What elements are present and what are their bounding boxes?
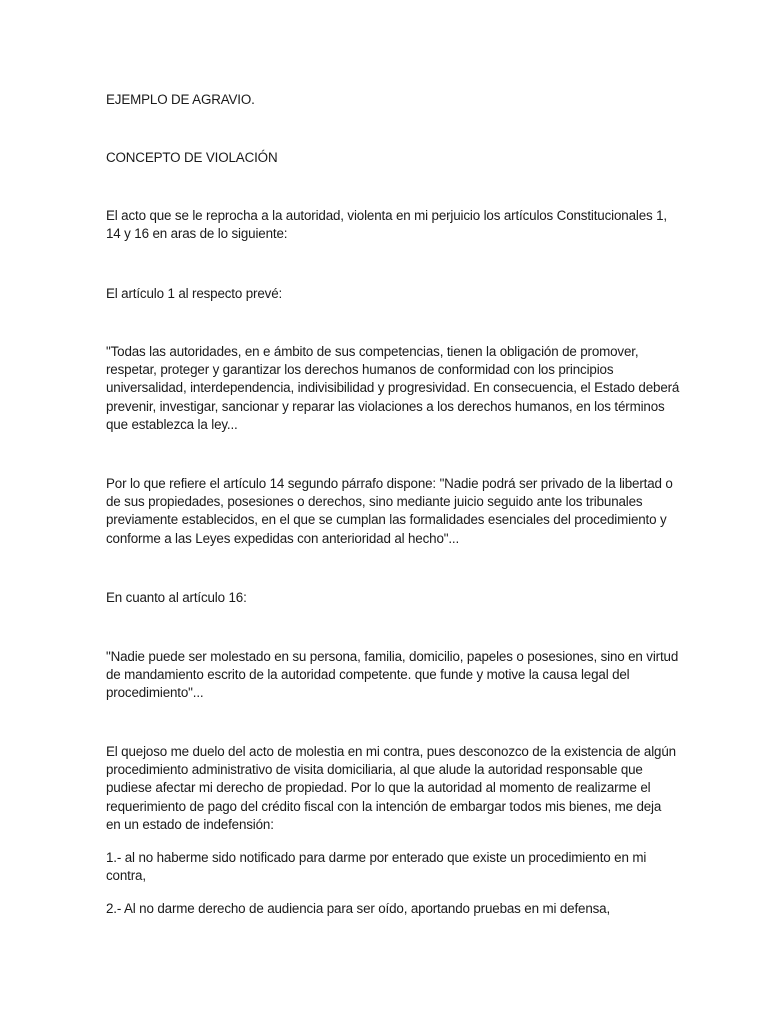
text-line: requerimiento de pago del crédito fiscal con la intención de embargar todos mis bienes, me deja xyxy=(106,798,662,814)
document-title xyxy=(106,91,666,109)
text-line: 1.- al no haberme sido notificado para darme por enterado que existe un procedimiento en mi xyxy=(106,850,647,865)
text-line: pudiese afectar mi derecho de propiedad. Por lo que la autoridad al momento de realizarme el xyxy=(106,780,651,796)
text-line: procedimiento"... xyxy=(106,685,204,701)
text-line: en un estado de indefensión: xyxy=(106,816,274,832)
article-16-quote xyxy=(106,648,679,703)
text-line: "Nadie puede ser molestado en su persona, familia, domicilio, papeles o posesiones, sino en virtud xyxy=(106,649,679,664)
intro-paragraph xyxy=(106,207,666,243)
text-line: procedimiento administrativo de visita domiciliaria, al que alude la autoridad responsable que xyxy=(106,762,643,778)
text-line: que establezca la ley... xyxy=(106,416,238,432)
text-line: previamente establecidos, en el que se cumplan las formalidades esenciales del procedimiento y xyxy=(106,512,667,528)
text-line: El artículo 1 al respecto prevé: xyxy=(106,286,283,301)
point-2 xyxy=(106,900,666,918)
text-line: EJEMPLO DE AGRAVIO. xyxy=(106,92,255,107)
text-line: CONCEPTO DE VIOLACIÓN xyxy=(106,150,278,165)
text-line: El quejoso me duelo del acto de molestia en mi contra, pues desconozco de la existencia de algún xyxy=(106,744,676,759)
text-line: de sus propiedades, posesiones o derechos, sino mediante juicio seguido ante los tribunales xyxy=(106,494,643,510)
text-line: conforme a las Leyes expedidas con anterioridad al hecho"... xyxy=(106,530,460,546)
text-line: contra, xyxy=(106,868,146,884)
text-line: Por lo que refiere el artículo 14 segundo párrafo dispone: "Nadie podrá ser privado de la libertad o xyxy=(106,476,673,491)
article-16-heading xyxy=(106,589,666,607)
text-line: de mandamiento escrito de la autoridad competente. que funde y motive la causa legal del xyxy=(106,667,630,683)
article-1-quote xyxy=(106,343,680,434)
text-line: universalidad, interdependencia, indivisibilidad y progresividad. En consecuencia, el Estado deberá xyxy=(106,380,680,396)
document-subtitle xyxy=(106,149,666,167)
article-14-paragraph xyxy=(106,475,673,548)
complaint-paragraph xyxy=(106,743,676,834)
text-line: El acto que se le reprocha a la autoridad, violenta en mi perjuicio los artículos Constitucionales 1, xyxy=(106,208,667,223)
text-line: "Todas las autoridades, en e ámbito de sus competencias, tienen la obligación de promover, xyxy=(106,344,639,359)
text-line: respetar, proteger y garantizar los derechos humanos de conformidad con los principios xyxy=(106,362,614,378)
text-line: 2.- Al no darme derecho de audiencia para ser oído, aportando pruebas en mi defensa, xyxy=(106,901,611,916)
text-line: En cuanto al artículo 16: xyxy=(106,590,247,605)
text-line: 14 y 16 en aras de lo siguiente: xyxy=(106,226,288,242)
article-1-heading xyxy=(106,285,666,303)
point-1 xyxy=(106,849,666,885)
text-line: prevenir, investigar, sancionar y reparar las violaciones a los derechos humanos, en los términos xyxy=(106,398,665,414)
